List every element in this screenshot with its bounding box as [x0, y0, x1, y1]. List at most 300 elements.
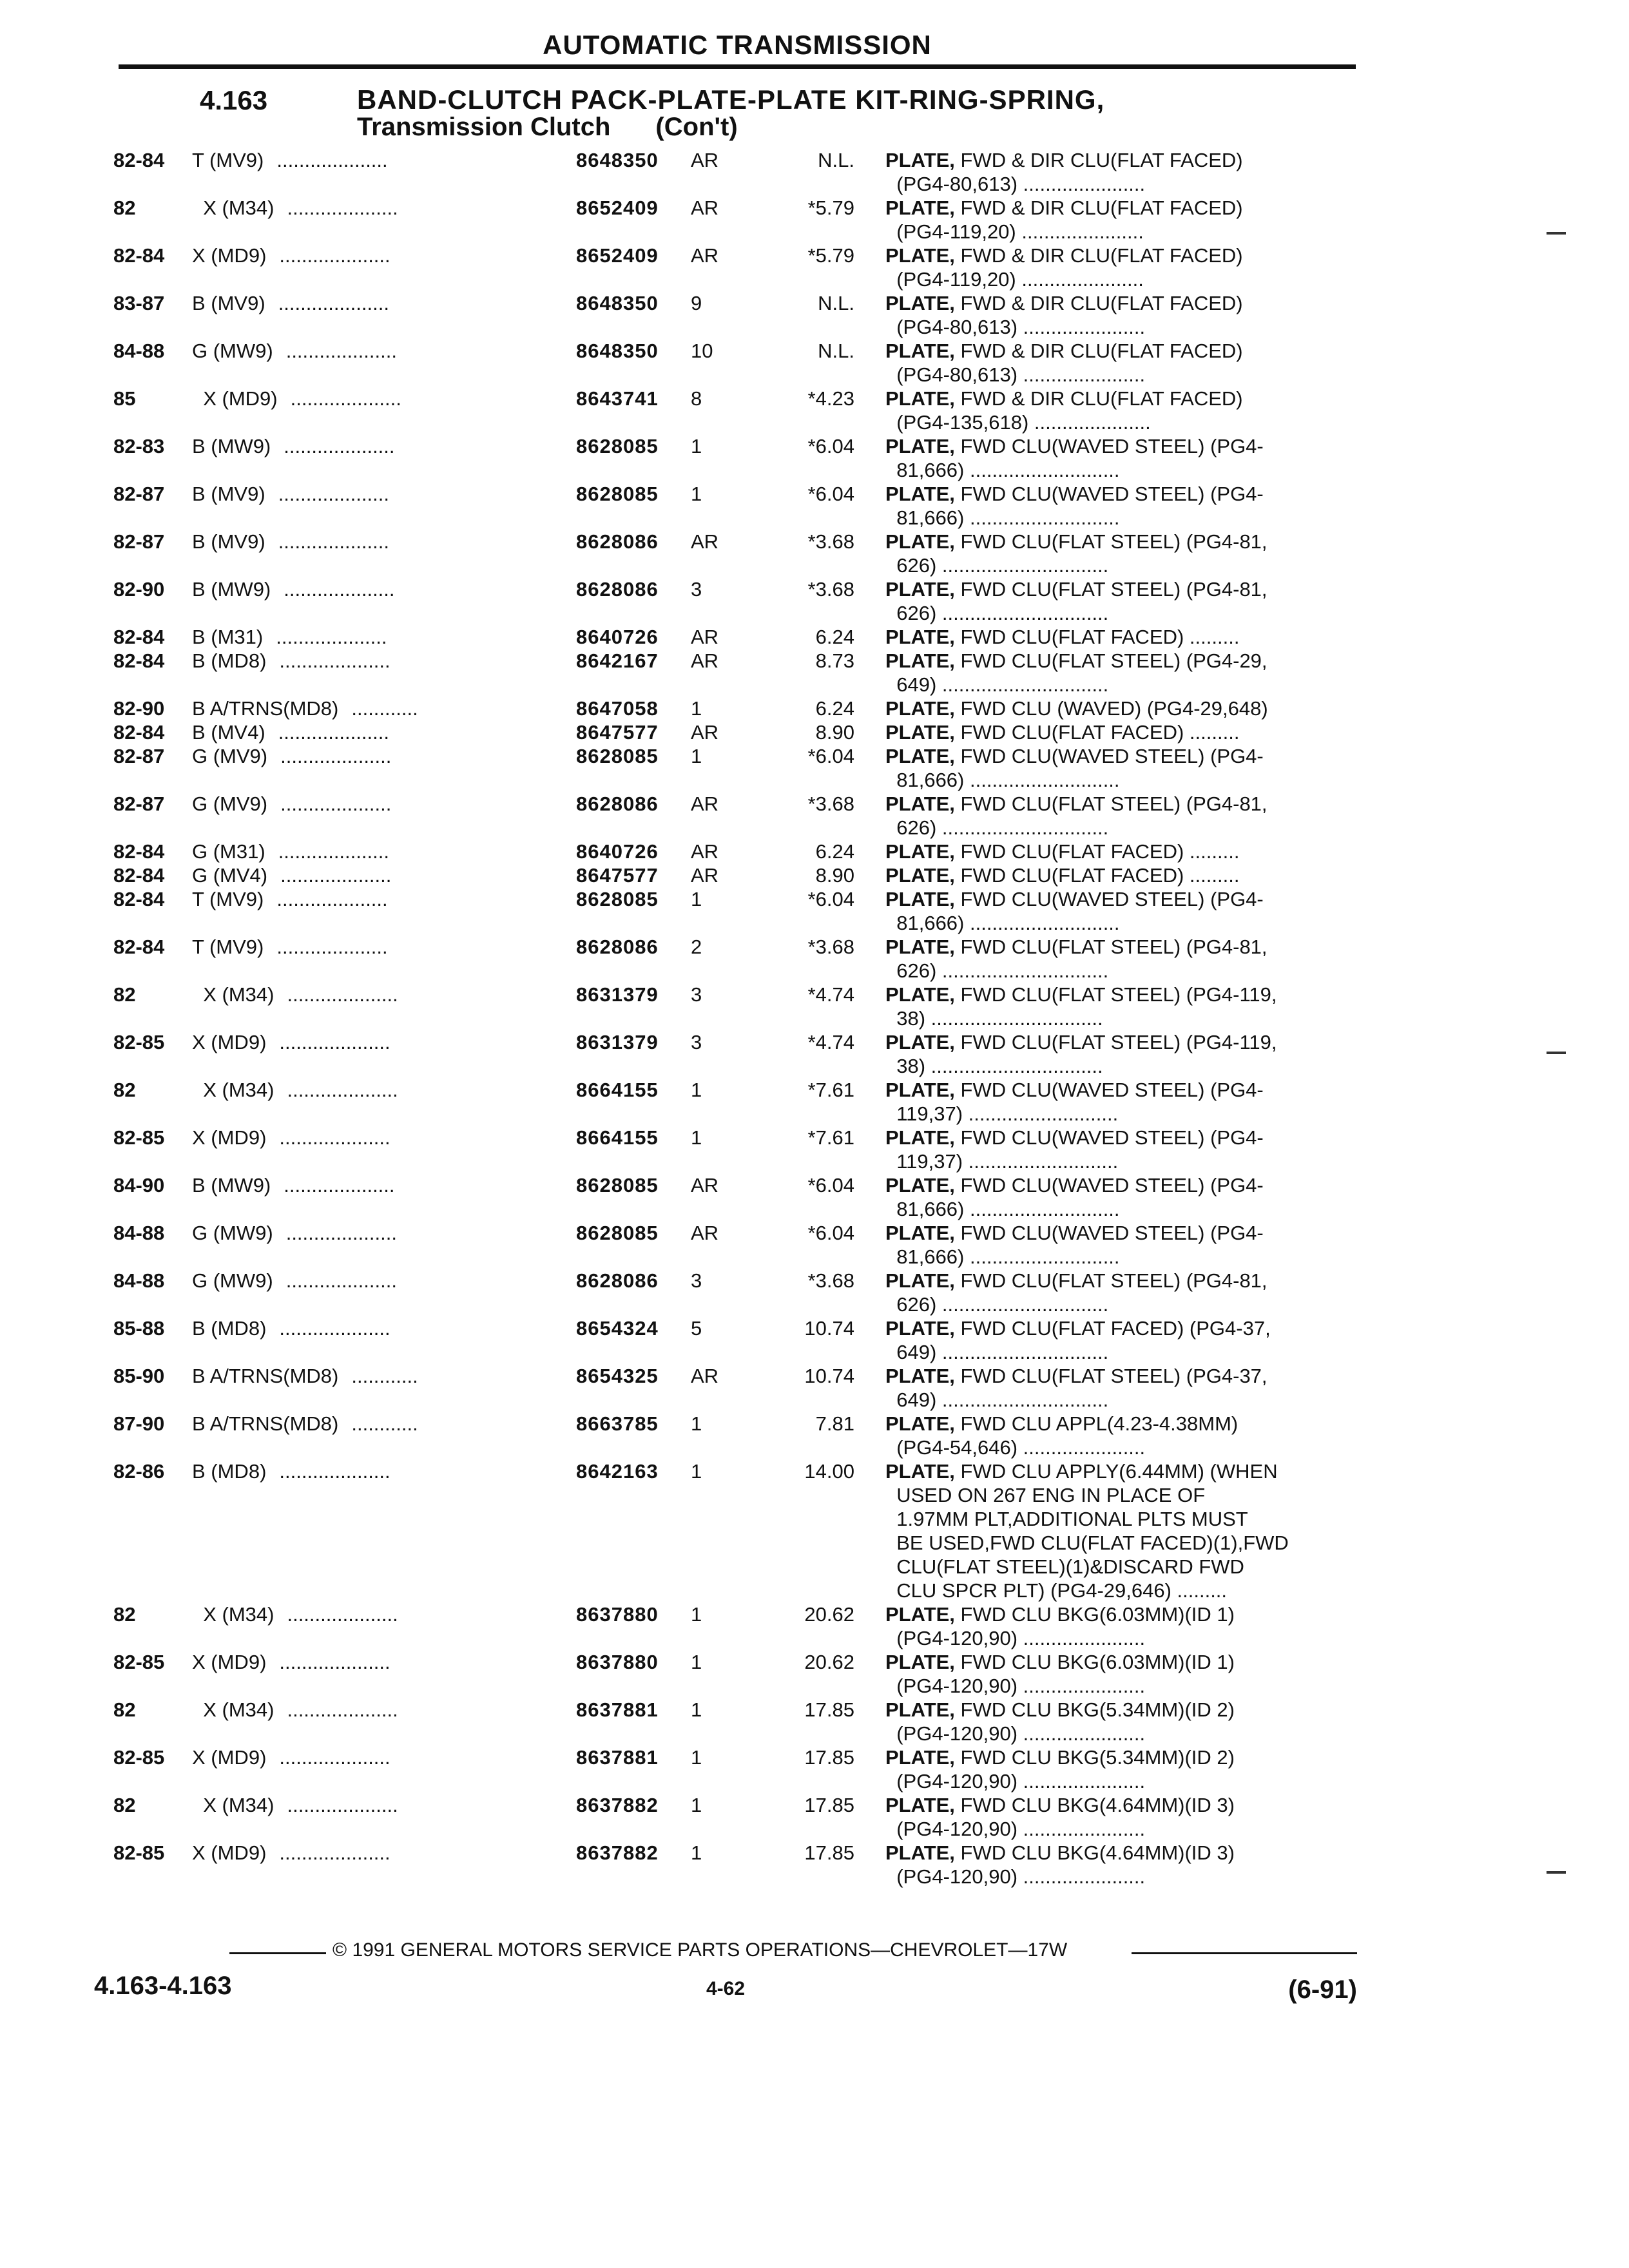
row-price: N.L.: [818, 149, 854, 171]
row-description: [885, 649, 1356, 697]
row-description-lead: PLATE,: [885, 1603, 955, 1626]
row-part-number: 8648350: [576, 292, 659, 314]
row-model: [192, 625, 579, 649]
table-row: [113, 291, 1357, 339]
row-description-text: FWD CLU(FLAT STEEL) (PG4-81, 626) ..............................: [896, 578, 1268, 624]
row-part-number: 8664155: [576, 1079, 659, 1101]
row-description-text: FWD CLU(FLAT FACED) (PG4-37, 649) ..............................: [896, 1317, 1271, 1363]
row-part-number: 8637880: [576, 1651, 659, 1673]
table-row: [113, 434, 1357, 482]
row-leader-dots: ............: [351, 697, 418, 720]
row-description: [885, 387, 1356, 434]
row-price: *3.68: [807, 793, 854, 815]
row-model-code: B (MD8): [192, 649, 267, 672]
row-part-number: 8628085: [576, 1174, 659, 1196]
row-years: 82-85: [113, 1031, 165, 1053]
section-subtitle-text: Transmission Clutch: [357, 113, 611, 141]
row-model-code: B A/TRNS(MD8): [192, 1365, 339, 1387]
row-years: 82-86: [113, 1460, 165, 1483]
row-part-number: 8628085: [576, 888, 659, 910]
row-description-text: FWD CLU BKG(6.03MM)(ID 1) (PG4-120,90) ......................: [896, 1651, 1235, 1697]
row-price: 7.81: [815, 1412, 854, 1435]
row-quantity: 3: [691, 578, 702, 601]
row-description-lead: PLATE,: [885, 1031, 955, 1053]
row-description: [885, 1364, 1356, 1412]
row-quantity: AR: [691, 1222, 719, 1244]
row-price: N.L.: [818, 340, 854, 362]
row-description-text: FWD CLU(WAVED STEEL) (PG4- 81,666) ...........................: [896, 483, 1264, 529]
row-model: [192, 697, 579, 720]
row-description: [885, 1841, 1356, 1888]
row-leader-dots: ....................: [278, 840, 389, 863]
row-leader-dots: ....................: [276, 626, 387, 648]
row-model: [192, 1841, 579, 1865]
row-quantity: 1: [691, 697, 702, 720]
row-part-number: 8654325: [576, 1365, 659, 1387]
row-model-code: X (M34): [192, 197, 275, 219]
row-quantity: 8: [691, 387, 702, 410]
row-leader-dots: ....................: [279, 1317, 390, 1340]
row-description-lead: PLATE,: [885, 387, 955, 410]
row-model-code: X (M34): [192, 1079, 275, 1101]
row-model: [192, 1459, 579, 1483]
row-leader-dots: ............: [351, 1365, 418, 1387]
row-price: 17.85: [804, 1746, 854, 1769]
row-model-code: X (MD9): [192, 1651, 267, 1673]
row-model: [192, 339, 579, 363]
row-years: 82-85: [113, 1126, 165, 1149]
row-part-number: 8628085: [576, 1222, 659, 1244]
row-description-text: FWD & DIR CLU(FLAT FACED) (PG4-119,20) ......................: [896, 197, 1243, 243]
table-row: [113, 1126, 1357, 1173]
row-years: 82-87: [113, 745, 165, 767]
row-leader-dots: ....................: [285, 340, 397, 362]
row-model: [192, 863, 579, 887]
row-model-code: X (M34): [192, 1698, 275, 1721]
row-part-number: 8642163: [576, 1460, 659, 1483]
row-description-text: FWD CLU(FLAT STEEL) (PG4-37, 649) ..............................: [896, 1365, 1268, 1411]
row-years: 82: [113, 197, 136, 219]
row-quantity: AR: [691, 864, 719, 887]
row-part-number: 8647577: [576, 864, 659, 887]
row-model: [192, 720, 579, 744]
row-model: [192, 792, 579, 816]
row-description-lead: PLATE,: [885, 578, 955, 601]
row-quantity: 1: [691, 1126, 702, 1149]
row-quantity: 1: [691, 1746, 702, 1769]
row-years: 82: [113, 1794, 136, 1816]
row-model: [192, 291, 579, 315]
row-description: [885, 1221, 1356, 1269]
row-price: 10.74: [804, 1317, 854, 1340]
table-row: [113, 339, 1357, 387]
row-price: 8.73: [815, 649, 854, 672]
page-title: AUTOMATIC TRANSMISSION: [543, 30, 932, 60]
section-continued: (Con't): [655, 113, 738, 141]
row-description-text: FWD CLU APPLY(6.44MM) (WHEN USED ON 267 ENG IN PLACE OF 1.97MM PLT,ADDITIONAL PLTS MUST BE USED,FWD CLU(FLAT FACED)(1),FWD CLU(FLAT STEEL)(1)&DISCARD FWD CLU SPCR PLT) (PG4-29,646) .........: [896, 1460, 1289, 1602]
row-leader-dots: ....................: [284, 1174, 395, 1196]
row-description: [885, 983, 1356, 1030]
row-leader-dots: ....................: [287, 1698, 398, 1721]
row-part-number: 8664155: [576, 1126, 659, 1149]
row-years: 82-84: [113, 626, 165, 648]
table-row: [113, 1078, 1357, 1126]
row-years: 84-88: [113, 1222, 165, 1244]
row-model: [192, 983, 579, 1006]
row-part-number: 8637882: [576, 1794, 659, 1816]
row-quantity: AR: [691, 1174, 719, 1196]
row-description-text: FWD CLU(WAVED STEEL) (PG4- 119,37) ...........................: [896, 1079, 1264, 1125]
row-description: [885, 1269, 1356, 1316]
row-description: [885, 1793, 1356, 1841]
table-row: [113, 1316, 1357, 1364]
table-row: [113, 649, 1357, 697]
row-price: *6.04: [807, 435, 854, 457]
margin-mark: [1547, 1052, 1566, 1054]
row-quantity: 1: [691, 483, 702, 505]
row-years: 82-85: [113, 1651, 165, 1673]
row-quantity: AR: [691, 793, 719, 815]
row-leader-dots: ....................: [279, 1746, 390, 1769]
row-description-text: FWD CLU BKG(5.34MM)(ID 2) (PG4-120,90) ......................: [896, 1746, 1235, 1792]
row-leader-dots: ....................: [287, 1079, 398, 1101]
row-part-number: 8628086: [576, 793, 659, 815]
row-description-text: FWD & DIR CLU(FLAT FACED) (PG4-119,20) ......................: [896, 244, 1243, 291]
row-description-lead: PLATE,: [885, 1079, 955, 1101]
row-description-text: FWD CLU(FLAT STEEL) (PG4-81, 626) ..............................: [896, 530, 1268, 577]
row-years: 82-84: [113, 244, 165, 267]
row-model-code: B (MV4): [192, 721, 265, 744]
row-model-code: X (M34): [192, 1603, 275, 1626]
table-row: [113, 983, 1357, 1030]
row-description: [885, 697, 1356, 720]
row-model: [192, 1793, 579, 1817]
row-model-code: B (M31): [192, 626, 264, 648]
row-description-lead: PLATE,: [885, 1460, 955, 1483]
row-quantity: AR: [691, 626, 719, 648]
row-description-lead: PLATE,: [885, 1365, 955, 1387]
row-quantity: 3: [691, 983, 702, 1006]
row-years: 82: [113, 1698, 136, 1721]
row-quantity: 1: [691, 1841, 702, 1864]
row-model: [192, 1316, 579, 1340]
row-description: [885, 935, 1356, 983]
row-model-code: T (MV9): [192, 149, 264, 171]
row-model-code: B (MW9): [192, 578, 271, 601]
row-leader-dots: ....................: [278, 530, 389, 553]
row-price: *6.04: [807, 483, 854, 505]
row-description-text: FWD CLU(WAVED STEEL) (PG4- 81,666) ...........................: [896, 745, 1264, 791]
table-row: [113, 720, 1357, 744]
row-part-number: 8648350: [576, 149, 659, 171]
table-row: [113, 196, 1357, 244]
row-price: *6.04: [807, 888, 854, 910]
margin-mark: [1547, 1871, 1566, 1874]
footer-rule-left: [229, 1952, 326, 1954]
row-description-lead: PLATE,: [885, 983, 955, 1006]
row-leader-dots: ....................: [284, 435, 395, 457]
table-row: [113, 1173, 1357, 1221]
row-description: [885, 720, 1356, 744]
row-description-lead: PLATE,: [885, 530, 955, 553]
row-leader-dots: ....................: [287, 1794, 398, 1816]
table-row: [113, 244, 1357, 291]
row-model: [192, 387, 579, 410]
row-description-text: FWD CLU(FLAT STEEL) (PG4-81, 626) ..............................: [896, 793, 1268, 839]
row-quantity: 9: [691, 292, 702, 314]
row-price: *4.74: [807, 983, 854, 1006]
row-model: [192, 196, 579, 220]
row-description-text: FWD CLU(FLAT FACED) .........: [954, 840, 1240, 863]
row-model-code: B A/TRNS(MD8): [192, 1412, 339, 1435]
row-model: [192, 1412, 579, 1436]
row-quantity: 3: [691, 1269, 702, 1292]
row-model-code: G (MW9): [192, 340, 273, 362]
row-description: [885, 1078, 1356, 1126]
row-description-lead: PLATE,: [885, 1269, 955, 1292]
row-description-lead: PLATE,: [885, 1841, 955, 1864]
row-quantity: 3: [691, 1031, 702, 1053]
row-leader-dots: ....................: [276, 888, 388, 910]
row-model: [192, 1364, 579, 1388]
row-model: [192, 482, 579, 506]
row-price: 20.62: [804, 1651, 854, 1673]
row-price: N.L.: [818, 292, 854, 314]
row-description: [885, 840, 1356, 863]
row-description-lead: PLATE,: [885, 1698, 955, 1721]
row-description-lead: PLATE,: [885, 626, 955, 648]
row-leader-dots: ....................: [279, 1031, 390, 1053]
section-number: 4.163: [200, 85, 268, 115]
row-leader-dots: ....................: [280, 793, 392, 815]
table-row: [113, 1412, 1357, 1459]
header-rule: [119, 64, 1356, 69]
row-model: [192, 1269, 579, 1293]
row-quantity: AR: [691, 840, 719, 863]
row-leader-dots: ....................: [287, 1603, 398, 1626]
row-description-text: FWD CLU(FLAT FACED) .........: [954, 721, 1240, 744]
row-model-code: B (MV9): [192, 292, 265, 314]
row-years: 82-85: [113, 1841, 165, 1864]
row-years: 82-83: [113, 435, 165, 457]
row-price: *5.79: [807, 244, 854, 267]
row-description-text: FWD CLU BKG(6.03MM)(ID 1) (PG4-120,90) ......................: [896, 1603, 1235, 1649]
table-row: [113, 792, 1357, 840]
table-row: [113, 387, 1357, 434]
row-description-lead: PLATE,: [885, 649, 955, 672]
row-description: [885, 244, 1356, 291]
row-description: [885, 1030, 1356, 1078]
row-model-code: G (MW9): [192, 1222, 273, 1244]
row-model: [192, 887, 579, 911]
row-leader-dots: ....................: [280, 745, 392, 767]
table-row: [113, 1602, 1357, 1650]
row-description-text: FWD CLU(FLAT STEEL) (PG4-81, 626) ..............................: [896, 1269, 1268, 1316]
table-row: [113, 697, 1357, 720]
row-description: [885, 1745, 1356, 1793]
row-description-lead: PLATE,: [885, 1174, 955, 1196]
table-row: [113, 625, 1357, 649]
row-description-lead: PLATE,: [885, 840, 955, 863]
row-price: *3.68: [807, 1269, 854, 1292]
row-model: [192, 840, 579, 863]
row-description-lead: PLATE,: [885, 149, 955, 171]
row-price: *4.23: [807, 387, 854, 410]
row-price: 10.74: [804, 1365, 854, 1387]
row-years: 82-87: [113, 530, 165, 553]
row-leader-dots: ....................: [278, 721, 389, 744]
row-quantity: 1: [691, 1079, 702, 1101]
row-description-text: FWD & DIR CLU(FLAT FACED) (PG4-80,613) ......................: [896, 340, 1243, 386]
row-model-code: X (MD9): [192, 1746, 267, 1769]
row-model-code: B (MV9): [192, 530, 265, 553]
row-leader-dots: ....................: [287, 197, 398, 219]
row-leader-dots: ....................: [285, 1222, 397, 1244]
footer-copyright: © 1991 GENERAL MOTORS SERVICE PARTS OPERATIONS—CHEVROLET—17W: [333, 1939, 1068, 1961]
row-description: [885, 1412, 1356, 1459]
row-model: [192, 1602, 579, 1626]
row-years: 85-88: [113, 1317, 165, 1340]
row-part-number: 8640726: [576, 840, 659, 863]
row-part-number: 8640726: [576, 626, 659, 648]
row-description-text: FWD CLU(FLAT STEEL) (PG4-29, 649) ..............................: [896, 649, 1268, 696]
row-description-lead: PLATE,: [885, 1126, 955, 1149]
table-row: [113, 148, 1357, 196]
row-model-code: T (MV9): [192, 936, 264, 958]
row-years: 82: [113, 983, 136, 1006]
row-description-text: FWD CLU(FLAT FACED) .........: [954, 626, 1240, 648]
row-part-number: 8637882: [576, 1841, 659, 1864]
row-price: 8.90: [815, 864, 854, 887]
row-model: [192, 148, 579, 172]
row-description: [885, 196, 1356, 244]
row-model-code: X (MD9): [192, 387, 278, 410]
table-row: [113, 1459, 1357, 1602]
row-price: *3.68: [807, 530, 854, 553]
row-quantity: AR: [691, 1365, 719, 1387]
row-model-code: G (MV9): [192, 793, 268, 815]
row-years: 82-90: [113, 578, 165, 601]
row-description-text: FWD & DIR CLU(FLAT FACED) (PG4-80,613) ......................: [896, 292, 1243, 338]
section-title: BAND-CLUTCH PACK-PLATE-PLATE KIT-RING-SPRING,: [357, 84, 1105, 115]
row-model-code: B (MW9): [192, 1174, 271, 1196]
row-description-text: FWD CLU BKG(4.64MM)(ID 3) (PG4-120,90) ......................: [896, 1794, 1235, 1840]
table-row: [113, 1745, 1357, 1793]
row-part-number: 8637881: [576, 1698, 659, 1721]
row-description-lead: PLATE,: [885, 435, 955, 457]
row-leader-dots: ....................: [280, 864, 392, 887]
row-quantity: 1: [691, 1460, 702, 1483]
row-price: *3.68: [807, 936, 854, 958]
row-years: 84-88: [113, 340, 165, 362]
row-description-lead: PLATE,: [885, 697, 955, 720]
footer-rule-right: [1132, 1952, 1357, 1954]
row-model: [192, 434, 579, 458]
row-model-code: G (MW9): [192, 1269, 273, 1292]
table-row: [113, 482, 1357, 530]
row-model: [192, 1650, 579, 1674]
row-quantity: 1: [691, 1794, 702, 1816]
row-part-number: 8628085: [576, 483, 659, 505]
row-description-lead: PLATE,: [885, 1222, 955, 1244]
row-description-text: FWD & DIR CLU(FLAT FACED) (PG4-135,618) .....................: [896, 387, 1243, 434]
row-description-lead: PLATE,: [885, 1651, 955, 1673]
row-years: 82-84: [113, 864, 165, 887]
parts-list: [113, 148, 1357, 1888]
row-model: [192, 935, 579, 959]
row-quantity: 1: [691, 435, 702, 457]
row-price: *6.04: [807, 1174, 854, 1196]
row-description-lead: PLATE,: [885, 244, 955, 267]
row-description: [885, 1173, 1356, 1221]
row-part-number: 8631379: [576, 983, 659, 1006]
row-years: 82-84: [113, 888, 165, 910]
table-row: [113, 863, 1357, 887]
row-years: 82-87: [113, 483, 165, 505]
row-description-text: FWD CLU(WAVED STEEL) (PG4- 81,666) ...........................: [896, 435, 1264, 481]
row-description-text: FWD CLU BKG(4.64MM)(ID 3) (PG4-120,90) ......................: [896, 1841, 1235, 1888]
row-price: 17.85: [804, 1698, 854, 1721]
row-description: [885, 482, 1356, 530]
row-leader-dots: ....................: [279, 1841, 390, 1864]
row-quantity: AR: [691, 244, 719, 267]
row-years: 82-84: [113, 936, 165, 958]
row-description: [885, 863, 1356, 887]
page-header: [119, 28, 1356, 69]
row-description: [885, 792, 1356, 840]
row-years: 85: [113, 387, 136, 410]
row-price: 6.24: [815, 697, 854, 720]
row-leader-dots: ....................: [287, 983, 398, 1006]
row-model-code: X (MD9): [192, 1126, 267, 1149]
row-leader-dots: ....................: [279, 649, 390, 672]
table-row: [113, 577, 1357, 625]
row-description-text: FWD CLU(WAVED STEEL) (PG4- 81,666) ...........................: [896, 1222, 1264, 1268]
row-description: [885, 1602, 1356, 1650]
row-price: 20.62: [804, 1603, 854, 1626]
row-description-text: FWD CLU(WAVED STEEL) (PG4- 81,666) ...........................: [896, 1174, 1264, 1220]
row-model: [192, 1221, 579, 1245]
row-years: 82-84: [113, 149, 165, 171]
row-price: 17.85: [804, 1794, 854, 1816]
row-model-code: X (MD9): [192, 1031, 267, 1053]
row-quantity: 5: [691, 1317, 702, 1340]
row-description: [885, 530, 1356, 577]
row-years: 82-87: [113, 793, 165, 815]
row-description: [885, 1459, 1356, 1602]
row-part-number: 8628085: [576, 435, 659, 457]
row-description-lead: PLATE,: [885, 483, 955, 505]
row-description-text: FWD CLU(WAVED STEEL) (PG4- 119,37) ...........................: [896, 1126, 1264, 1173]
table-row: [113, 887, 1357, 935]
row-years: 84-88: [113, 1269, 165, 1292]
row-leader-dots: ....................: [290, 387, 401, 410]
row-price: *4.74: [807, 1031, 854, 1053]
row-quantity: AR: [691, 721, 719, 744]
row-model-code: X (M34): [192, 983, 275, 1006]
row-quantity: AR: [691, 530, 719, 553]
row-model-code: G (M31): [192, 840, 265, 863]
table-row: [113, 935, 1357, 983]
section-subtitle: [357, 113, 783, 140]
row-model-code: B (MW9): [192, 435, 271, 457]
table-row: [113, 1030, 1357, 1078]
row-model: [192, 1173, 579, 1197]
row-quantity: 1: [691, 1412, 702, 1435]
row-model-code: X (M34): [192, 1794, 275, 1816]
row-part-number: 8637881: [576, 1746, 659, 1769]
row-model: [192, 1126, 579, 1149]
